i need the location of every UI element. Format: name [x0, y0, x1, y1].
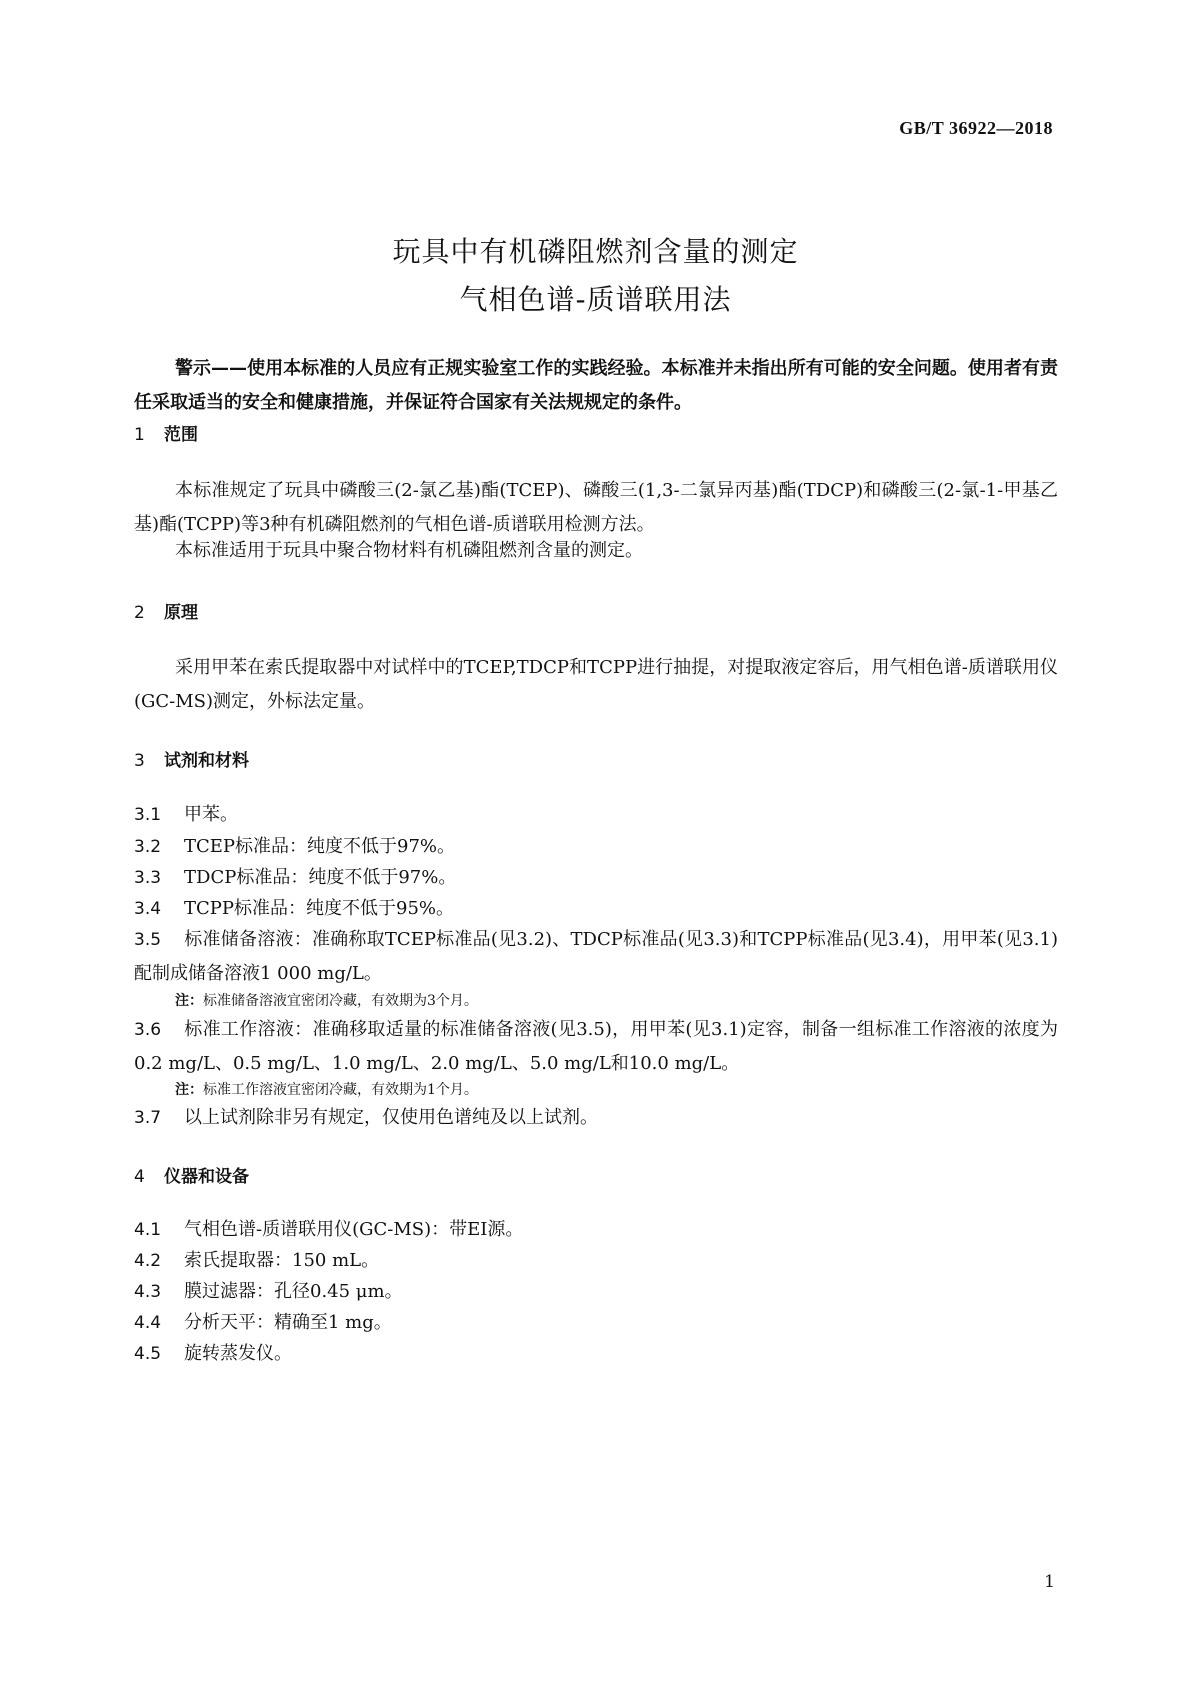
note-text: 标准工作溶液宜密闭冷藏，有效期为1个月。 [203, 1082, 478, 1098]
page-number: 1 [1044, 1572, 1055, 1592]
list-item [134, 923, 1058, 990]
section-title: 范围 [164, 425, 198, 445]
section-1-paragraph-2: 本标准适用于玩具中聚合物材料有机磷阻燃剂含量的测定。 [175, 540, 643, 561]
list-item [134, 1101, 1058, 1135]
item-text: TCEP标准品：纯度不低于97%。 [184, 836, 456, 857]
item-number: 4.5 [134, 1344, 162, 1364]
item-number: 3.2 [134, 837, 162, 857]
list-item [134, 830, 1058, 864]
item-text: TDCP标准品：纯度不低于97%。 [184, 867, 457, 888]
section-number: 3 [134, 751, 145, 771]
list-item [134, 1244, 1058, 1278]
section-2-paragraph-1: 采用甲苯在索氏提取器中对试样中的TCEP,TDCP和TCPP进行抽提，对提取液定容后，用气相色谱-质谱联用仪(GC-MS)测定，外标法定量。 [134, 657, 1058, 712]
note-label: 注： [175, 1082, 203, 1098]
list-item [134, 1213, 1058, 1247]
standard-number: GB/T 36922—2018 [899, 118, 1053, 138]
section-1-paragraph-1: 本标准规定了玩具中磷酸三(2-氯乙基)酯(TCEP)、磷酸三(1,3-二氯异丙基)酯(TDCP)和磷酸三(2-氯-1-甲基乙基)酯(TCPP)等3种有机磷阻燃剂的气相色谱-质谱联用检测方法。 [134, 480, 1058, 535]
item-text: 标准储备溶液：准确称取TCEP标准品(见3.2)、TDCP标准品(见3.3)和TCPP标准品(见3.4)，用甲苯(见3.1)配制成储备溶液1 000 mg/L。 [134, 929, 1058, 984]
item-number: 4.1 [134, 1220, 162, 1240]
section-4-heading [134, 1162, 249, 1187]
item-text: TCPP标准品：纯度不低于95%。 [184, 898, 455, 919]
item-text: 气相色谱-质谱联用仪(GC-MS)：带EI源。 [184, 1219, 524, 1240]
item-number: 3.6 [134, 1020, 162, 1040]
item-number: 4.3 [134, 1282, 162, 1302]
list-item [134, 1337, 1058, 1371]
document-title-line1: 玩具中有机磷阻燃剂含量的测定 [392, 235, 799, 268]
list-item [134, 798, 1058, 832]
section-2-heading [134, 598, 198, 623]
item-text: 膜过滤器：孔径0.45 μm。 [184, 1281, 403, 1302]
list-item [134, 1306, 1058, 1340]
list-item [134, 1275, 1058, 1309]
section-title: 原理 [164, 603, 198, 623]
section-number: 1 [134, 425, 145, 445]
note-label: 注： [175, 993, 203, 1009]
item-number: 4.2 [134, 1251, 162, 1271]
note-2 [175, 1079, 478, 1099]
item-number: 3.3 [134, 868, 162, 888]
item-number: 3.4 [134, 899, 162, 919]
list-item [134, 892, 1058, 926]
note-text: 标准储备溶液宜密闭冷藏，有效期为3个月。 [203, 993, 478, 1009]
section-number: 4 [134, 1167, 145, 1187]
item-text: 分析天平：精确至1 mg。 [184, 1312, 392, 1333]
item-text: 旋转蒸发仪。 [184, 1343, 292, 1364]
item-number: 3.1 [134, 805, 162, 825]
section-title: 试剂和材料 [164, 751, 249, 771]
item-text: 索氏提取器：150 mL。 [184, 1250, 380, 1271]
section-1-heading [134, 420, 198, 445]
note-1 [175, 990, 478, 1010]
section-3-heading [134, 746, 249, 771]
section-number: 2 [134, 603, 145, 623]
item-text: 标准工作溶液：准确移取适量的标准储备溶液(见3.5)，用甲苯(见3.1)定容，制备一组标准工作溶液的浓度为0.2 mg/L、0.5 mg/L、1.0 mg/L、2.0 mg/L、5.0 mg/L和10.0 mg/L。 [134, 1019, 1058, 1074]
warning-paragraph: 警示——使用本标准的人员应有正规实验室工作的实践经验。本标准并未指出所有可能的安全问题。使用者有责任采取适当的安全和健康措施，并保证符合国家有关法规规定的条件。 [134, 358, 1058, 413]
item-text: 甲苯。 [184, 804, 238, 825]
item-text: 以上试剂除非另有规定，仅使用色谱纯及以上试剂。 [184, 1107, 598, 1128]
item-number: 3.7 [134, 1108, 162, 1128]
section-title: 仪器和设备 [164, 1167, 249, 1187]
item-number: 4.4 [134, 1313, 162, 1333]
list-item [134, 861, 1058, 895]
document-title-line2: 气相色谱-质谱联用法 [459, 283, 732, 316]
list-item [134, 1013, 1058, 1080]
item-number: 3.5 [134, 930, 162, 950]
